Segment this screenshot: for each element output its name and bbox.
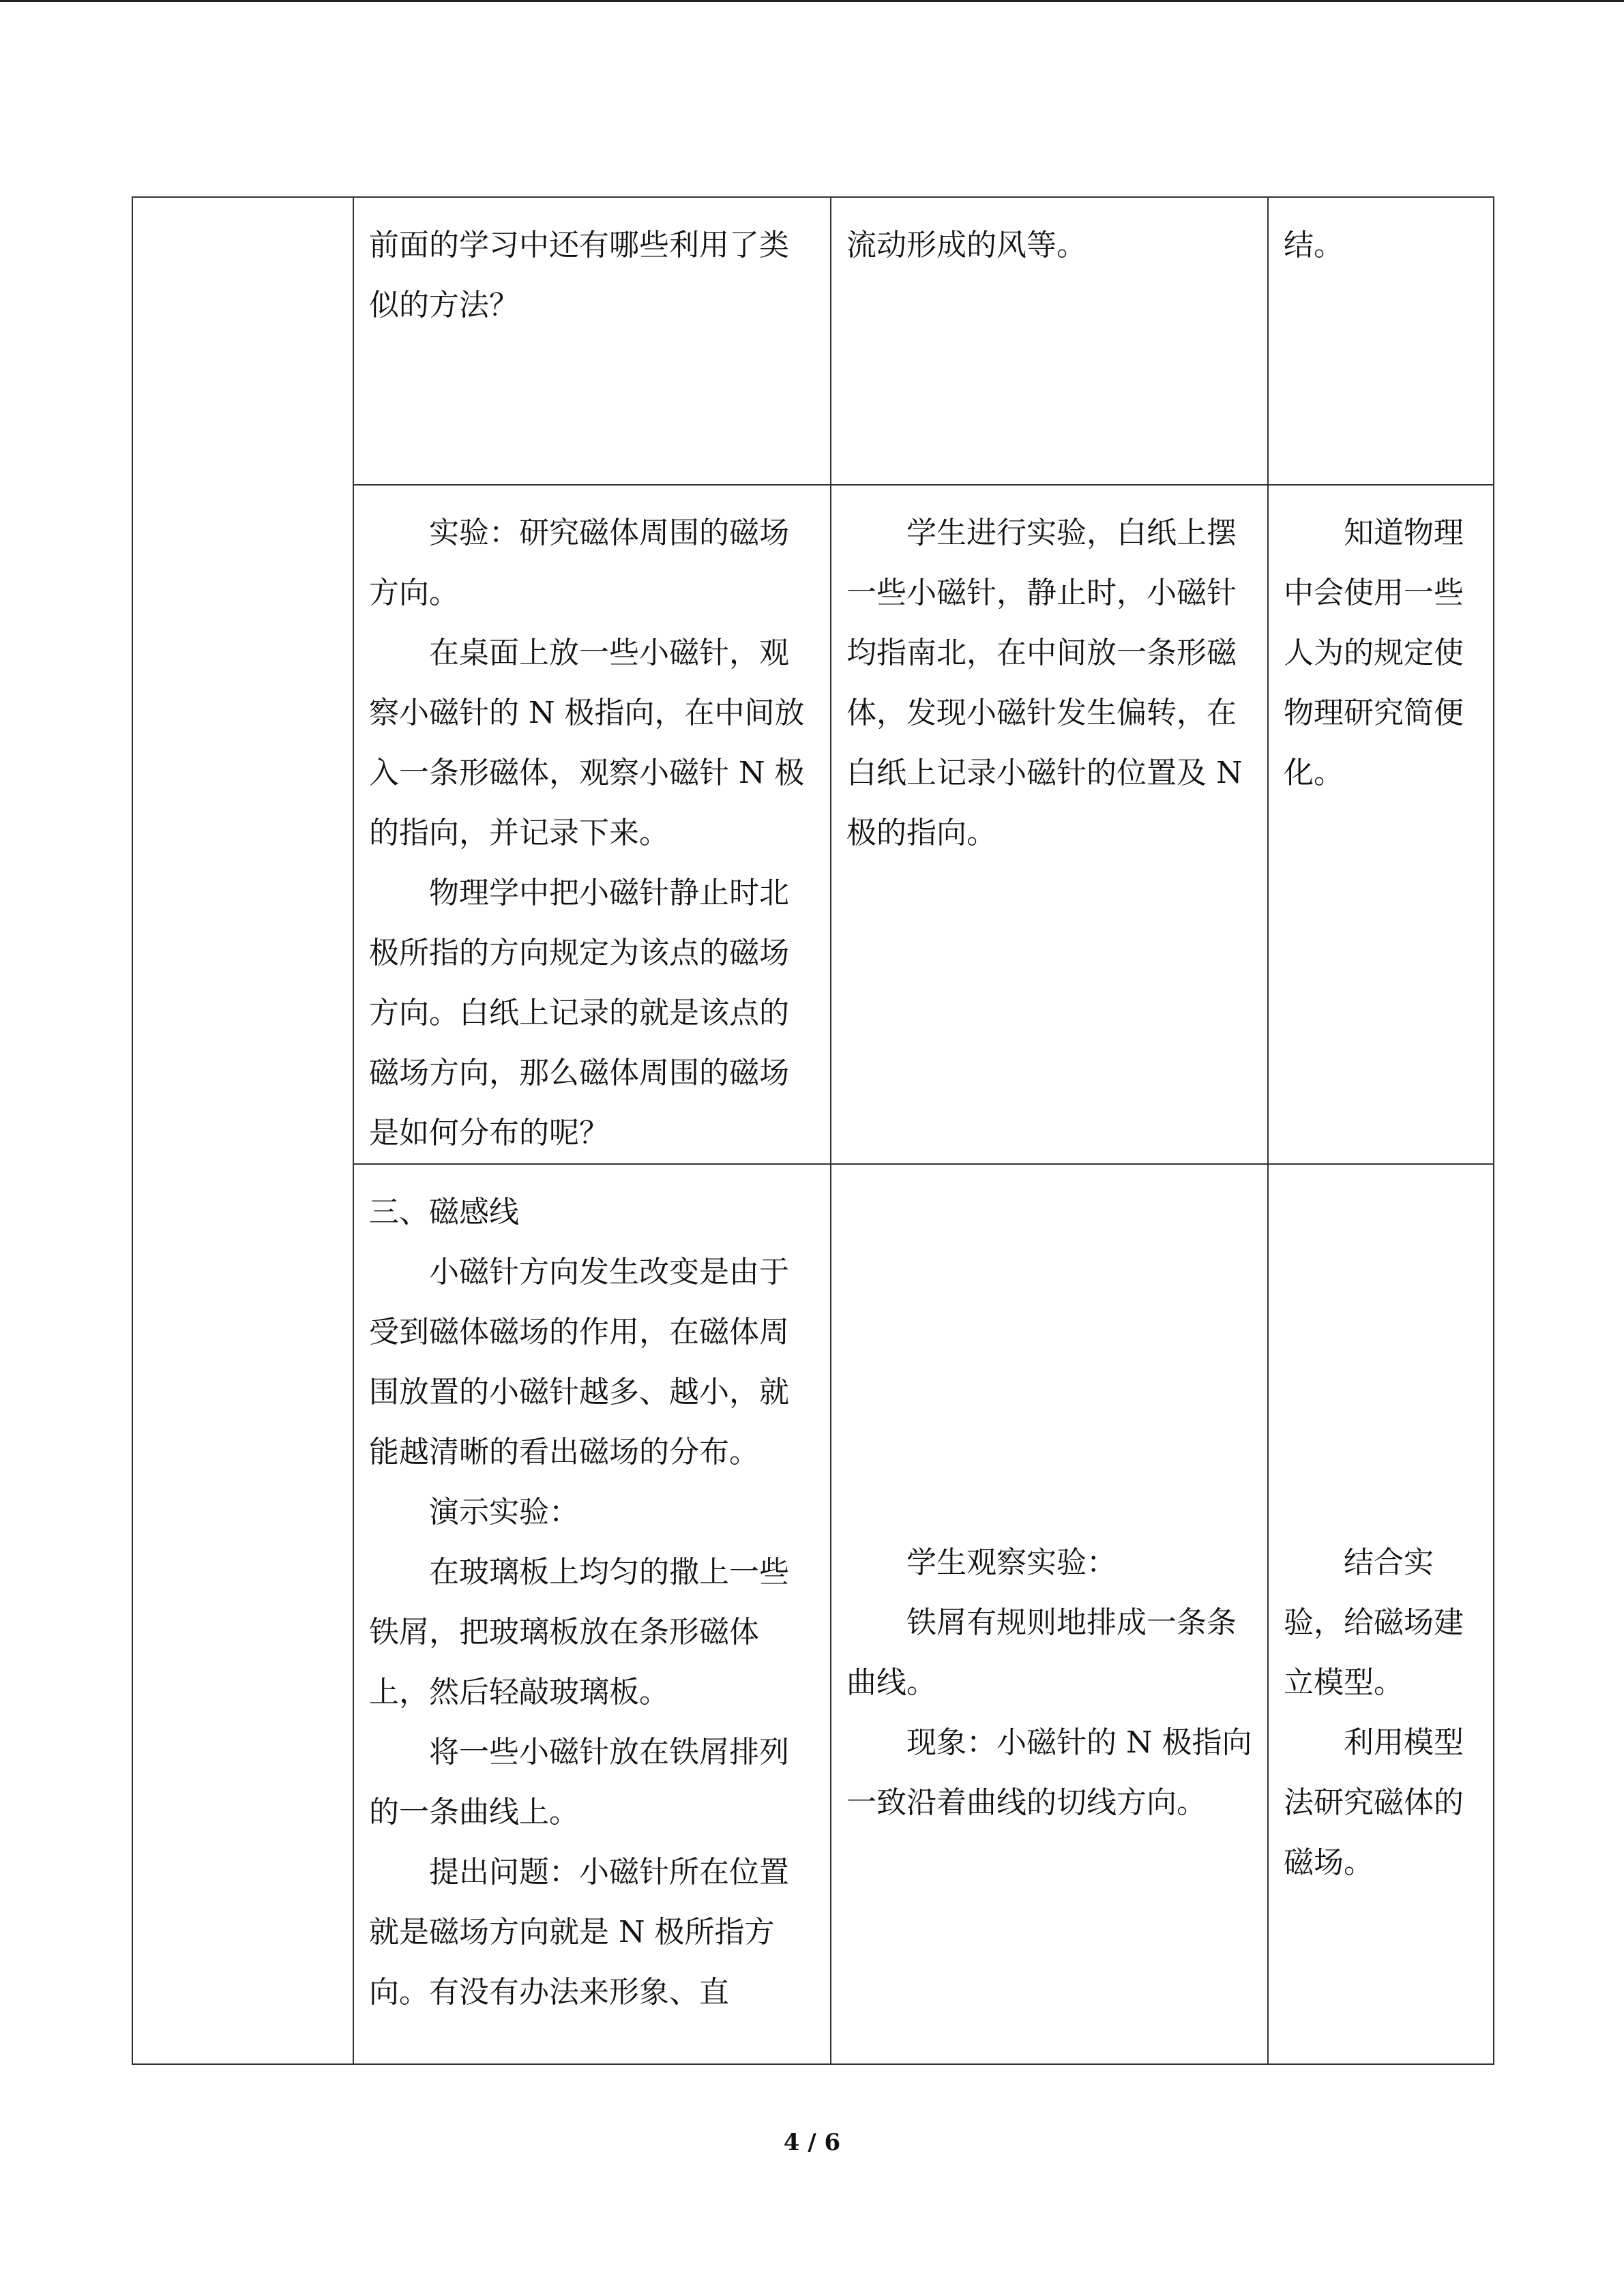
cell-paragraph: 现象：小磁针的 N 极指向一致沿着曲线的切线方向。 [846,1725,1252,1820]
design-intent-cell [1268,485,1494,1164]
student-activity-cell [831,197,1268,485]
table-row [132,197,1494,485]
student-activity-cell [831,1164,1268,2064]
cell-paragraph: 将一些小磁针放在铁屑排列的一条曲线上。 [369,1735,789,1830]
cell-paragraph: 在玻璃板上均匀的撒上一些铁屑，把玻璃板放在条形磁体上，然后轻敲玻璃板。 [369,1555,789,1710]
cell-paragraph: 结合实验，给磁场建立模型。 [1284,1545,1464,1700]
teacher-activity-cell [353,1164,831,2064]
teacher-activity-cell [353,485,831,1164]
cell-paragraph: 铁屑有规则地排成一条条曲线。 [846,1605,1237,1700]
cell-paragraph: 流动形成的风等。 [846,228,1087,263]
cell-paragraph: 利用模型法研究磁体的磁场。 [1284,1725,1464,1880]
section-label-cell [132,197,353,2064]
page-top-border [0,0,1624,2]
page-number: 4 / 6 [783,2129,841,2156]
cell-paragraph: 实验：研究磁体周围的磁场方向。 [369,516,789,610]
design-intent-cell [1268,1164,1494,2064]
cell-paragraph: 知道物理中会使用一些人为的规定使物理研究简便化。 [1284,516,1464,790]
cell-paragraph: 三、磁感线 [369,1195,519,1229]
cell-paragraph: 提出问题：小磁针所在位置就是磁场方向就是 N 极所指方向。有没有办法来形象、直 [369,1855,789,2010]
cell-paragraph: 学生观察实验： [906,1545,1117,1580]
cell-paragraph: 演示实验： [429,1495,579,1530]
cell-paragraph: 前面的学习中还有哪些利用了类似的方法？ [369,228,789,323]
cell-paragraph: 小磁针方向发生改变是由于受到磁体磁场的作用，在磁体周围放置的小磁针越多、越小，就能越清晰的看出磁场的分布。 [369,1255,789,1470]
cell-paragraph: 结。 [1284,228,1344,263]
student-activity-cell [831,485,1268,1164]
lesson-plan-table [132,196,1494,2065]
cell-paragraph: 在桌面上放一些小磁针，观察小磁针的 N 极指向，在中间放入一条形磁体，观察小磁针 N 极的指向，并记录下来。 [369,636,805,850]
design-intent-cell [1268,197,1494,485]
teacher-activity-cell [353,197,831,485]
cell-paragraph: 学生进行实验，白纸上摆一些小磁针，静止时，小磁针均指南北，在中间放一条形磁体，发现小磁针发生偏转，在白纸上记录小磁针的位置及 N 极的指向。 [846,516,1243,850]
cell-paragraph: 物理学中把小磁针静止时北极所指的方向规定为该点的磁场方向。白纸上记录的就是该点的磁场方向，那么磁体周围的磁场是如何分布的呢？ [369,876,789,1150]
